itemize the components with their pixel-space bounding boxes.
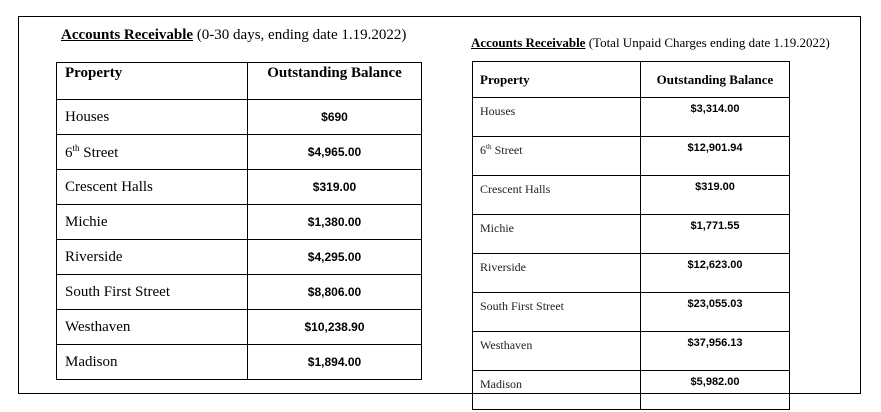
property-name: Riverside: [65, 248, 123, 265]
table-header-row: [57, 63, 422, 100]
table-row: [57, 240, 422, 275]
property-name: South First Street: [65, 283, 171, 300]
table-row: [473, 137, 790, 176]
left-title-rest: (0-30 days, ending date 1.19.2022): [193, 27, 407, 43]
table-row: [57, 345, 422, 380]
right-receivable-table: [472, 61, 790, 410]
balance-cell: $319.00: [248, 170, 422, 205]
balance-cell: $12,901.94: [641, 137, 790, 176]
table-row: [57, 100, 422, 135]
table-row: [473, 176, 790, 215]
property-name: Westhaven: [480, 338, 533, 352]
property-name: South First Street: [480, 299, 565, 313]
property-name-rest: Street: [491, 143, 523, 157]
property-name: Madison: [65, 353, 118, 370]
property-cell: [57, 310, 248, 345]
balance-cell: $4,965.00: [248, 135, 422, 170]
header-outstanding-balance: Outstanding Balance: [248, 63, 422, 100]
property-name: Houses: [480, 104, 516, 118]
table-row: [57, 275, 422, 310]
property-cell: [473, 176, 641, 215]
property-name: Michie: [65, 213, 108, 230]
property-name: Westhaven: [65, 318, 131, 335]
property-name: Crescent Halls: [480, 182, 551, 196]
table-row: [57, 170, 422, 205]
property-cell: [473, 371, 641, 410]
balance-cell: $5,982.00: [641, 371, 790, 410]
property-name: Crescent Halls: [65, 178, 153, 195]
property-name: Riverside: [480, 260, 526, 274]
left-receivable-table: [56, 62, 422, 380]
ordinal-suffix: th: [72, 142, 80, 153]
property-name: Houses: [65, 108, 110, 125]
property-cell: [473, 293, 641, 332]
right-table-title: [471, 35, 830, 51]
table-row: [473, 371, 790, 410]
right-title-rest: (Total Unpaid Charges ending date 1.19.2022): [585, 35, 830, 50]
table-row: [473, 293, 790, 332]
balance-cell: $4,295.00: [248, 240, 422, 275]
balance-cell: $3,314.00: [641, 98, 790, 137]
property-cell: [473, 332, 641, 371]
property-name-rest: Street: [79, 144, 119, 161]
left-table-title: [61, 27, 406, 44]
right-title-bold: Accounts Receivable: [471, 35, 586, 50]
property-cell: [57, 345, 248, 380]
property-name: 6: [65, 144, 73, 161]
table-row: [473, 332, 790, 371]
balance-cell: $23,055.03: [641, 293, 790, 332]
table-row: [473, 98, 790, 137]
ordinal-suffix: th: [486, 143, 492, 151]
table-row: [57, 310, 422, 345]
property-name: Michie: [480, 221, 514, 235]
balance-cell: $10,238.90: [248, 310, 422, 345]
property-name: Madison: [480, 377, 522, 391]
balance-cell: $1,380.00: [248, 205, 422, 240]
balance-cell: $12,623.00: [641, 254, 790, 293]
property-name: 6: [480, 143, 486, 157]
table-row: [57, 135, 422, 170]
header-outstanding-balance: Outstanding Balance: [641, 62, 790, 98]
table-row: [473, 254, 790, 293]
property-cell: [57, 135, 248, 170]
balance-cell: $1,894.00: [248, 345, 422, 380]
balance-cell: $319.00: [641, 176, 790, 215]
property-cell: [57, 275, 248, 310]
property-cell: [57, 170, 248, 205]
property-cell: [473, 98, 641, 137]
balance-cell: $37,956.13: [641, 332, 790, 371]
balance-cell: $1,771.55: [641, 215, 790, 254]
table-row: [473, 215, 790, 254]
property-cell: [57, 240, 248, 275]
table-header-row: [473, 62, 790, 98]
table-row: [57, 205, 422, 240]
property-cell: [57, 205, 248, 240]
property-cell: [473, 137, 641, 176]
property-cell: [473, 215, 641, 254]
header-property: Property: [57, 63, 248, 100]
left-title-bold: Accounts Receivable: [61, 27, 194, 43]
header-property: Property: [473, 62, 641, 98]
property-cell: [57, 100, 248, 135]
balance-cell: $690: [248, 100, 422, 135]
balance-cell: $8,806.00: [248, 275, 422, 310]
property-cell: [473, 254, 641, 293]
